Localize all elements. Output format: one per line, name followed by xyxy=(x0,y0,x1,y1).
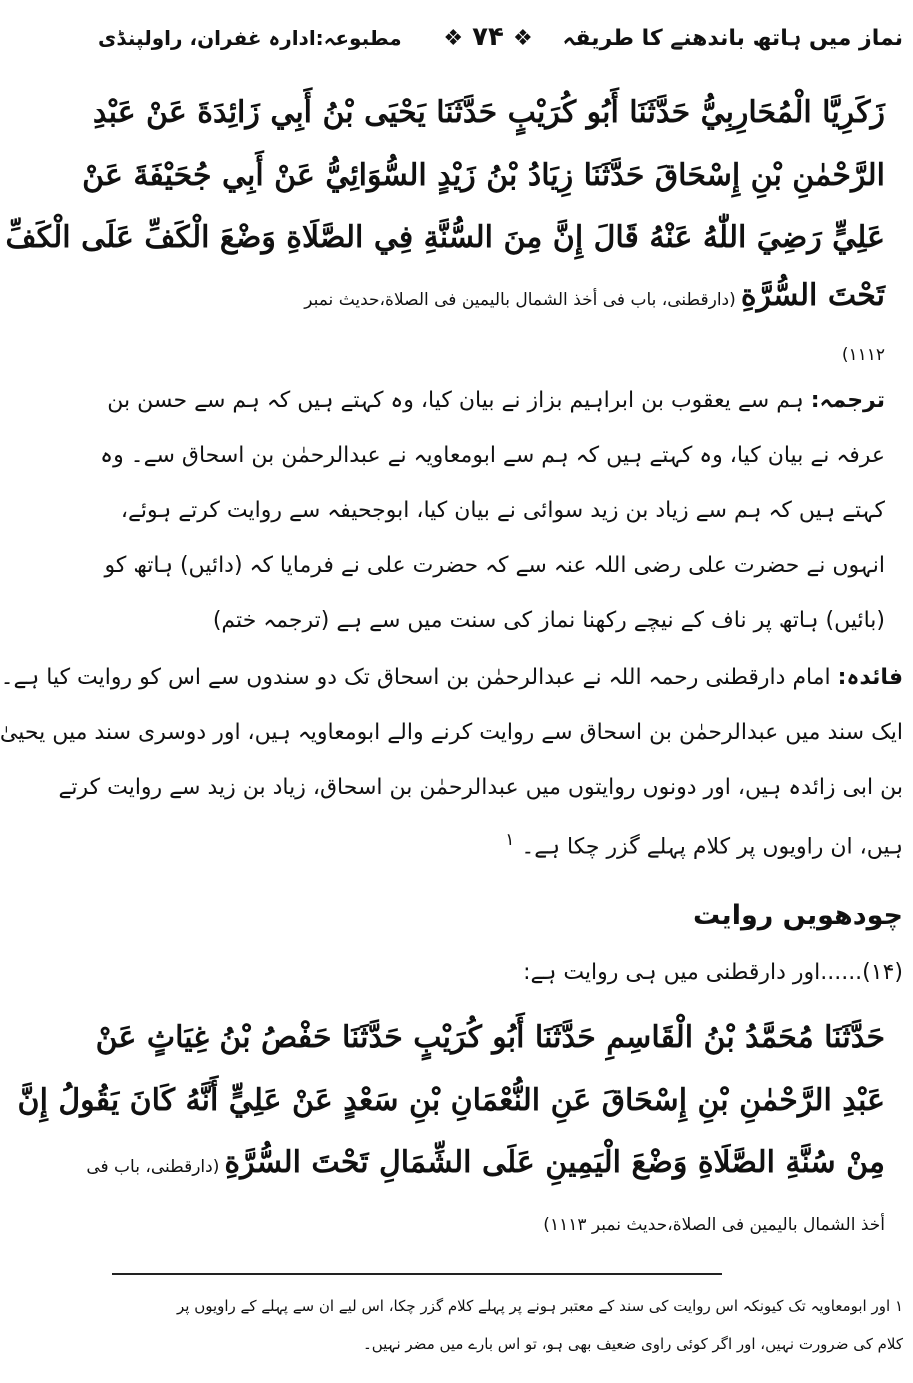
section-intro: (۱۴)......اور دارقطنی میں ہی روایت ہے: xyxy=(523,960,903,985)
translation-line xyxy=(107,388,885,413)
footnote-marker: ۱ xyxy=(505,830,515,850)
translation-line: کہتے ہیں کہ ہم سے زیاد بن زید سوائی نے بیان کیا، ابوجحیفہ سے روایت کرتے ہوئے، xyxy=(120,498,885,523)
footnote-divider xyxy=(112,1273,722,1275)
reference: (دارقطنی، باب فی xyxy=(86,1157,220,1177)
reference: (دارقطنی، باب فی أخذ الشمال بالیمین فی الصلاة،حدیث نمبر xyxy=(304,290,736,310)
benefit-text: ہیں، ان راویوں پر کلام پہلے گزر چکا ہے۔ xyxy=(521,834,903,860)
footnote-text: اور ابومعاویہ تک کیونکہ اس روایت کی سند کے معتبر ہونے پر پہلے کلام گزر چکا، اس لیے ان سے پہلے کے راویوں پر xyxy=(176,1297,891,1315)
arabic-line: حَدَّثَنَا مُحَمَّدُ بْنُ الْقَاسِمِ حَدَّثَنَا أَبُو كُرَيْبٍ حَدَّثَنَا حَفْصُ بْنُ غِيَاثٍ عَنْ xyxy=(95,1020,885,1055)
translation-line: انہوں نے حضرت علی رضی اللہ عنہ سے کہ حضرت علی نے فرمایا کہ (دائیں) ہاتھ کو xyxy=(104,553,885,578)
ornament-left-icon: ❖ xyxy=(443,26,464,51)
reference-continued: أخذ الشمال بالیمین فی الصلاة،حدیث نمبر ۱۱۱۳) xyxy=(543,1215,885,1235)
page-header xyxy=(98,22,903,62)
reference-continued: ۱۱۱۲) xyxy=(841,345,885,365)
benefit-text: امام دارقطنی رحمہ اللہ نے عبدالرحمٰن بن اسحاق تک دو سندوں سے اس کو روایت کیا ہے۔ xyxy=(0,665,831,690)
footnote-number: ۱ xyxy=(894,1297,903,1315)
benefit-line: ایک سند میں عبدالرحمٰن بن اسحاق سے روایت کرنے والے ابومعاویہ ہیں، اور دوسری سند میں یحییٰ xyxy=(0,720,903,745)
footnote-line: کلام کی ضرورت نہیں، اور اگر کوئی راوی ضعیف بھی ہو، تو اس بارے میں مضر نہیں۔ xyxy=(362,1335,903,1353)
arabic-line-with-reference xyxy=(86,1145,885,1180)
arabic-line: الرَّحْمٰنِ بْنِ إِسْحَاقَ حَدَّثَنَا زِيَادُ بْنُ زَيْدٍ السُّوَائِيُّ عَنْ أَبِي جُحَيْفَةَ عَنْ xyxy=(82,158,885,193)
arabic-text: تَحْتَ السُّرَّةِ xyxy=(740,278,885,313)
arabic-line-with-reference xyxy=(112,278,885,313)
arabic-text: مِنْ سُنَّةِ الصَّلَاةِ وَضْعَ الْيَمِينِ عَلَى الشِّمَالِ تَحْتَ السُّرَّةِ xyxy=(224,1145,885,1180)
benefit-line: بن ابی زائدہ ہیں، اور دونوں روایتوں میں عبدالرحمٰن بن اسحاق، زیاد بن زید سے روایت کرتے xyxy=(58,775,903,800)
translation-line: (بائیں) ہاتھ پر ناف کے نیچے رکھنا نماز کی سنت میں سے ہے (ترجمہ ختم) xyxy=(212,608,885,633)
footnote-line xyxy=(98,1297,903,1315)
page-number xyxy=(438,22,538,52)
translation-label: ترجمہ: xyxy=(810,388,885,413)
publisher: مطبوعہ:ادارہ غفران، راولپنڈی xyxy=(98,26,402,50)
translation-text: ہم سے یعقوب بن ابراہیم بزاز نے بیان کیا، وہ کہتے ہیں کہ ہم سے حسن بن xyxy=(107,388,804,413)
translation-line: عرفہ نے بیان کیا، وہ کہتے ہیں کہ ہم سے ابومعاویہ نے عبدالرحمٰن بن اسحاق سے۔ وہ xyxy=(100,443,885,468)
benefit-line xyxy=(112,830,903,859)
book-title: نماز میں ہاتھ باندھنے کا طریقہ xyxy=(562,26,903,51)
ornament-right-icon: ❖ xyxy=(512,26,533,51)
arabic-line: عَبْدِ الرَّحْمٰنِ بْنِ إِسْحَاقَ عَنِ النُّعْمَانِ بْنِ سَعْدٍ عَنْ عَلِيٍّ أَنَّهُ كَانَ يَقُولُ إِنَّ xyxy=(17,1083,885,1118)
page-number-value: ۷۴ xyxy=(472,22,504,52)
arabic-line: زَكَرِيَّا الْمُحَارِبِيُّ حَدَّثَنَا أَبُو كُرَيْبٍ حَدَّثَنَا يَحْيَى بْنُ أَبِي زَائِدَةَ عَنْ عَبْدِ xyxy=(92,95,885,130)
arabic-line: عَلِيٍّ رَضِيَ اللّٰهُ عَنْهُ قَالَ إِنَّ مِنَ السُّنَّةِ فِي الصَّلَاةِ وَضْعَ الْكَفِّ عَلَى الْكَفِّ xyxy=(5,220,885,255)
benefit-line xyxy=(0,665,903,690)
section-heading: چودھویں روایت xyxy=(692,900,903,931)
benefit-label: فائدہ: xyxy=(837,665,903,690)
